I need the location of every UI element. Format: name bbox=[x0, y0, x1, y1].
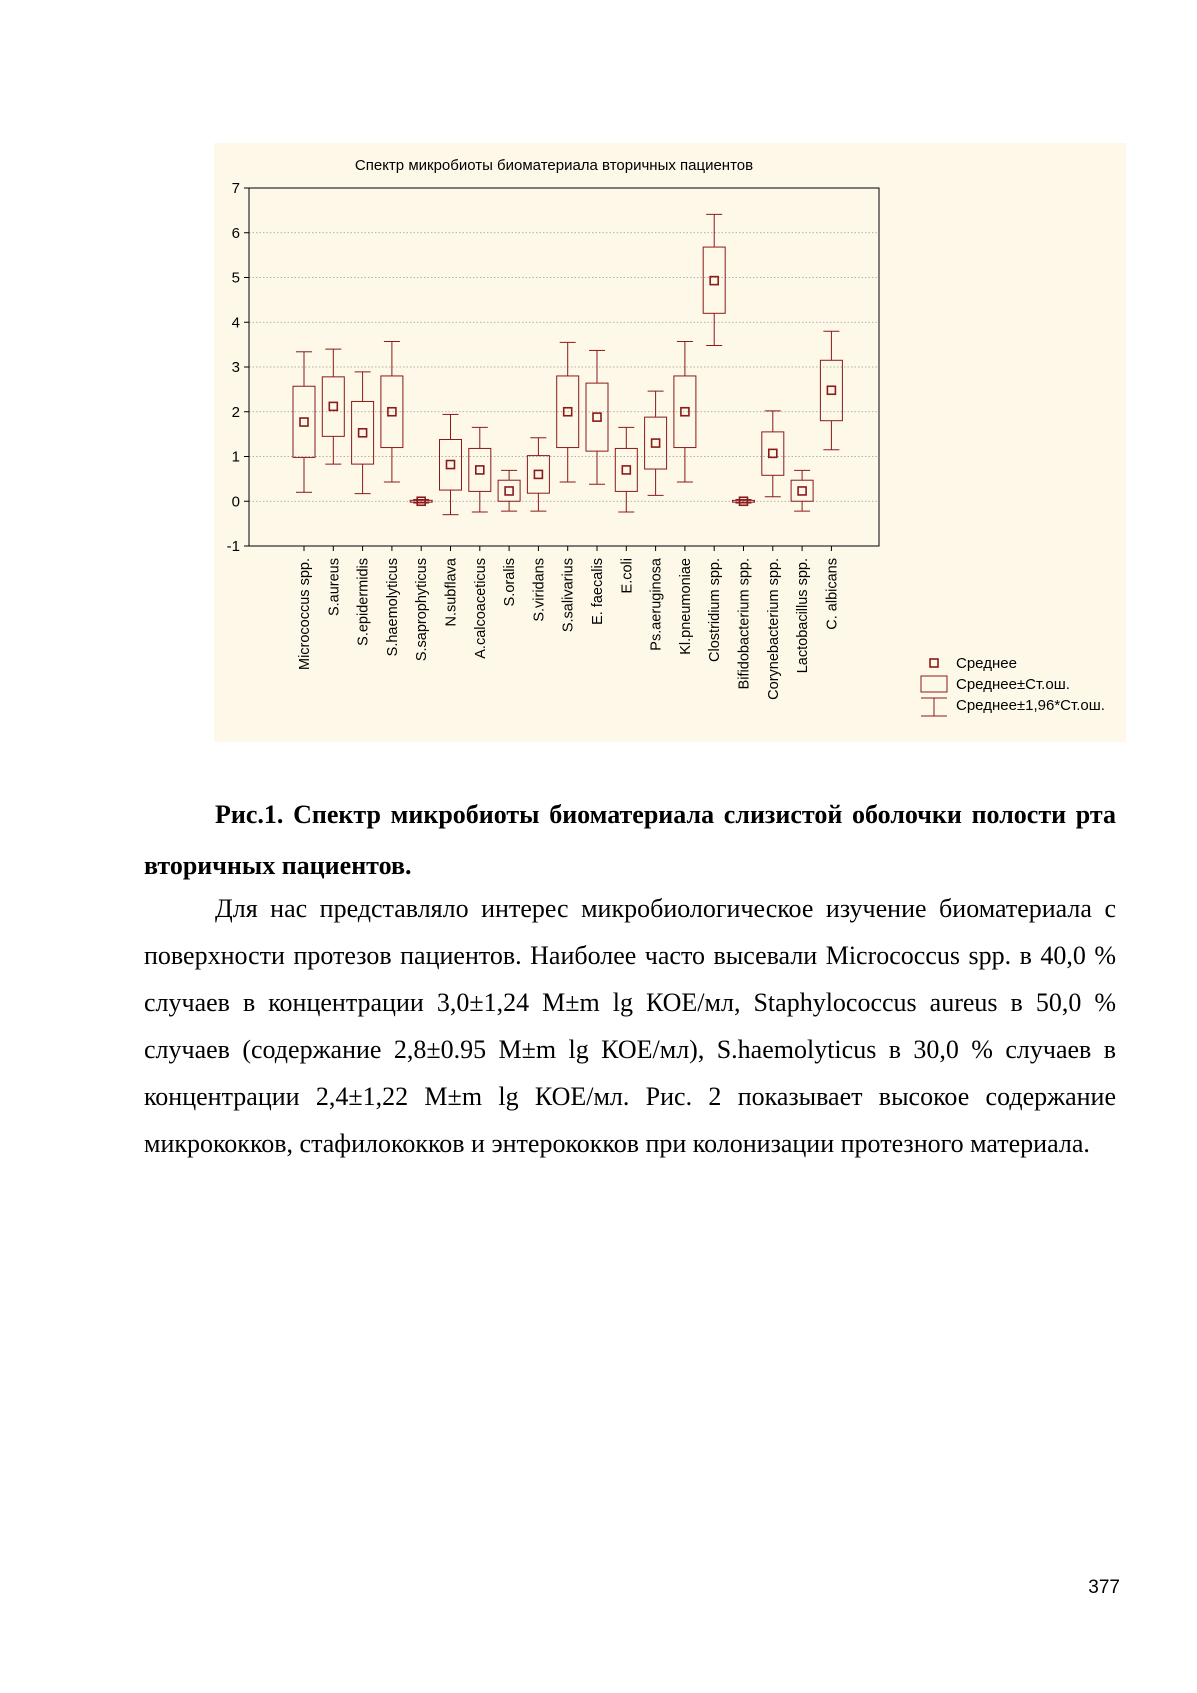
box bbox=[762, 432, 784, 475]
x-tick-label: E.coli bbox=[619, 558, 636, 594]
mean-marker bbox=[622, 466, 630, 474]
box bbox=[645, 417, 667, 469]
box-group bbox=[820, 331, 842, 450]
mean-marker bbox=[769, 449, 777, 457]
box-group bbox=[322, 349, 344, 464]
y-tick-label: -1 bbox=[226, 538, 240, 555]
legend-label: Среднее±1,96*Ст.ош. bbox=[956, 697, 1105, 714]
figure-panel bbox=[214, 143, 1126, 742]
x-tick-label: S.salivarius bbox=[560, 558, 577, 633]
x-tick-label: Corynebacterium spp. bbox=[765, 558, 782, 700]
legend-label: Среднее bbox=[956, 655, 1017, 672]
boxplot-chart bbox=[214, 143, 1126, 742]
box bbox=[469, 448, 491, 491]
mean-marker bbox=[827, 386, 835, 394]
page-number: 377 bbox=[1088, 1577, 1120, 1598]
x-tick-label: S.saprophyticus bbox=[414, 558, 431, 662]
mean-marker bbox=[798, 487, 806, 495]
x-tick-label: S.aureus bbox=[326, 558, 343, 617]
y-axis bbox=[227, 180, 249, 555]
mean-marker bbox=[505, 487, 513, 495]
box-group bbox=[557, 342, 579, 482]
legend-mean-symbol bbox=[930, 659, 938, 667]
y-tick-label: 1 bbox=[231, 448, 240, 466]
box bbox=[586, 383, 608, 451]
legend-box-symbol bbox=[921, 676, 947, 692]
y-tick-label: 6 bbox=[231, 224, 240, 242]
mean-marker bbox=[300, 418, 308, 426]
mean-marker bbox=[329, 402, 337, 410]
box-group bbox=[498, 470, 520, 511]
box-group bbox=[469, 427, 491, 512]
box-group bbox=[440, 414, 462, 514]
x-tick-label: S.epidermidis bbox=[355, 558, 372, 646]
x-tick-label: C. albicans bbox=[824, 558, 841, 630]
mean-marker bbox=[447, 461, 455, 469]
box bbox=[322, 377, 344, 437]
legend bbox=[921, 655, 1105, 716]
x-tick-label: Kl.pneumoniae bbox=[677, 558, 694, 655]
y-tick-label: 7 bbox=[231, 180, 240, 197]
box-group bbox=[645, 391, 667, 495]
legend-label: Среднее±Ст.ош. bbox=[956, 676, 1070, 693]
y-tick-label: 2 bbox=[231, 403, 240, 421]
box bbox=[615, 448, 637, 491]
box-group bbox=[703, 214, 725, 345]
x-tick-label: S.viridans bbox=[531, 558, 548, 622]
x-axis-labels bbox=[297, 546, 840, 700]
x-tick-label: S.oralis bbox=[502, 558, 519, 607]
chart-title: Спектр микробиоты биоматериала вторичных пациентов bbox=[354, 157, 754, 174]
body-paragraph: Для нас представляло интерес микробиологическое изучение биоматериала с поверхности протезов пациентов. Наиболее часто высевали Micrococcus spp. в 40,0 % случаев в концентрации 3,0±1,24 M±m lg КОЕ/мл, Staphylococcus aureus в 50,0 % случаев (содержание 2,8±0.95 M±m lg КОЕ/мл), S.haemolyticus в 30,0 % случаев в концентрации 2,4±1,22 M±m lg КОЕ/мл. Рис. 2 показывает высокое содержание микрококков, стафилококков и энтерококков при колонизации протезного материала. bbox=[144, 894, 1116, 1158]
box-group bbox=[762, 411, 784, 497]
x-tick-label: Lactobacillus spp. bbox=[795, 558, 812, 674]
box-group bbox=[352, 372, 374, 494]
x-tick-label: Micrococcus spp. bbox=[297, 558, 313, 671]
x-tick-label: Ps.aeruginosa bbox=[648, 558, 665, 651]
box bbox=[293, 386, 315, 457]
box bbox=[703, 247, 725, 313]
y-tick-label: 5 bbox=[231, 269, 240, 287]
box bbox=[498, 480, 520, 501]
box-group bbox=[586, 350, 608, 484]
mean-marker bbox=[359, 429, 367, 437]
x-tick-label: Bifidobacterium spp. bbox=[736, 558, 753, 690]
box bbox=[440, 439, 462, 490]
x-tick-label: Clostridium spp. bbox=[707, 558, 724, 662]
box bbox=[791, 480, 813, 501]
y-tick-label: 3 bbox=[231, 359, 240, 376]
box bbox=[352, 401, 374, 464]
y-tick-label: 4 bbox=[231, 314, 240, 332]
x-tick-label: N.subflava bbox=[443, 558, 460, 627]
x-tick-label: E. faecalis bbox=[590, 558, 606, 625]
box-group bbox=[293, 352, 315, 493]
mean-marker bbox=[652, 439, 660, 447]
y-tick-label: 0 bbox=[231, 493, 240, 511]
legend-item-se bbox=[921, 676, 1070, 693]
mean-marker bbox=[476, 466, 484, 474]
box-layer bbox=[293, 214, 842, 514]
x-tick-label: A.calcoaceticus bbox=[472, 558, 489, 659]
box-group bbox=[791, 470, 813, 511]
legend-item-ci bbox=[921, 697, 1105, 716]
figure-caption: Рис.1. Спектр микробиоты биоматериала слизистой оболочки полости рта вторичных пациентов. bbox=[144, 800, 1116, 880]
box bbox=[527, 456, 549, 494]
box-group bbox=[615, 427, 637, 512]
x-tick-label: S.haemolyticus bbox=[384, 558, 401, 657]
legend-item-mean bbox=[930, 655, 1017, 672]
grid-layer bbox=[249, 233, 879, 502]
mean-marker bbox=[534, 470, 542, 478]
box-group bbox=[527, 438, 549, 511]
mean-marker bbox=[593, 413, 601, 421]
